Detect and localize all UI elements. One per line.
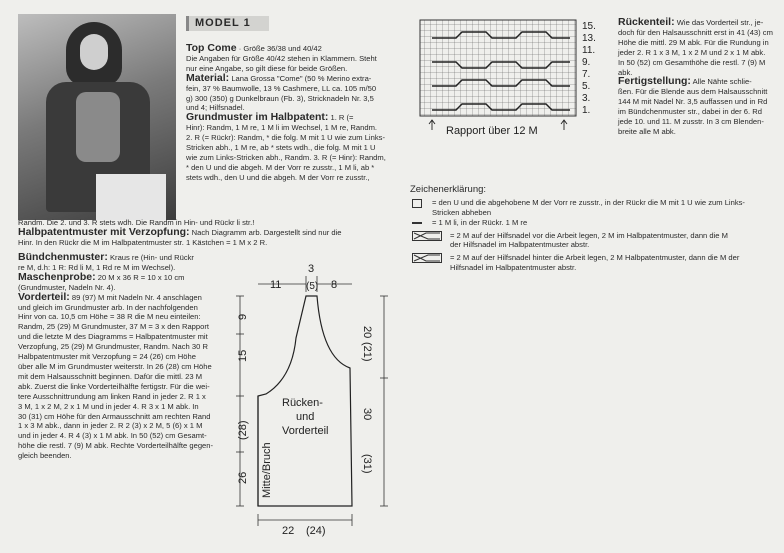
dim-right-31: (31) <box>361 454 373 474</box>
row-13: 13. <box>582 33 596 44</box>
dim-right-30: 30 <box>361 408 373 421</box>
intro-block: Top Come · Größe 36/38 und 40/42 Die Angaben für Größe 40/42 stehen in Klammern. Steht nur eine Angabe, so gilt diese für beide Größen. Material: Lana Grossa "Come" (50 % Merino extra- fein, 37 % Baumwolle, 13 % Cashmere, LL ca. 105 m/50 g) 300 (350) g Dunkelbraun (Fb. 3), Stricknadeln Nr. 3,5 und 4; Hilfsnadel. Grundmuster im Halbpatent: 1. R (= Hinr): Randm, 1 M re, 1 M li im Wechsel, 1 M re, Randm. 2. R (= Rückr): Randm, * die folg. M mit 1 U wie zum Links- Stricken abh., 1 M re, ab * stets wdh., die folg. M mit 1 U wie zum Links-Stricken abh., Randm. 3. R (= Hinr): Randm, * den U und die abgeh. M der Vorr re zusstr., 1 M li, ab * stets wdh., den U und die abgeh. M der Vorr re zusstr., <box>186 42 386 182</box>
dim-left-9: 9 <box>237 313 249 320</box>
piece-label-b: und <box>296 411 315 423</box>
row-15: 15. <box>582 21 596 32</box>
dim-top-left: 11 <box>270 279 282 291</box>
model-photo <box>18 14 176 220</box>
vorderteil-block: Bündchenmuster: Kraus re (Hin- und Rückr re M, d.h: 1 R: Rd li M, 1 Rd re M im Wechsel). Maschenprobe: 20 M x 36 R = 10 x 10 cm (Grundmuster, Nadeln Nr. 4). Vorderteil: 89 (97) M mit Nadeln Nr. 4 anschlagen und gleich im Grundmuster arb. In der nachfolgenden Hinr von ca. 10,5 cm Höhe = 38 R die M neu einteilen: Randm, 25 (29) M Grundmuster, 37 M = 3 x den Rapport und die letzte M des Diagramms = Halbpatentmuster mit Verzopfung, 25 (29) M Grundmuster, Randm. Nach 30 R Halbpatentmuster mit Verzopfung = 24 (26) cm Höhe über alle M im Grundmuster weiterstr. In 26 (28) cm Höhe mit dem Halsausschnitt beginnen. Dafür die mittl. 23 M abk. Zuerst die linke Vorderteilhälfte fertigstr. Für die wei- tere Ausschnittrundung am linken Rand in jeder 2. R 1 x 3 M, 1 x 2 M, 2 x 1 M und in jeder 4. R 3 x 1 M abk. In 30 (31) cm Höhe für den Armausschnitt am rechten Rand 1 x 3 M abk., dann in jeder 2. R 2 (3) x 2 M, 5 (6) x 1 M und in jeder 4. R 4 (3) x 1 M abk. In 50 (52) cm Gesamt- höhe die restl. 7 (9) M abk. Rechte Vorderteilhälfte gegen- gleich beenden. <box>18 251 214 461</box>
dim-left-15: 15 <box>237 349 249 362</box>
dim-bottom-a: 22 <box>282 525 295 537</box>
dash-icon <box>412 222 422 224</box>
model-title: MODEL 1 <box>186 16 269 31</box>
schematic-diagram <box>222 258 412 543</box>
dim-top-mid-b: (5) <box>306 281 319 292</box>
rapport-label: Rapport über 12 M <box>446 125 538 137</box>
dim-left-28: (28) <box>237 420 249 440</box>
fertigstellung-heading: Fertigstellung: <box>618 75 691 88</box>
patterns-block: Randm. Die 2. und 3. R stets wdh. Die Randm in Hin- und Rückr li str.! Halbpatentmuster mit Verzopfung: Nach Diagramm arb. Dargestellt sind nur die Hinr. In den Rückr die M im Halbpatentmuster str. 1 Kästchen = 1 M x 2 R. <box>18 218 342 247</box>
cable-back-icon <box>412 253 442 263</box>
rueckenteil-heading: Rückenteil: <box>618 16 675 28</box>
empty-square-icon <box>412 199 422 208</box>
row-7: 7. <box>582 69 591 80</box>
legend-entry-2: = 1 M li, in der Rückr. 1 M re <box>410 218 780 228</box>
material-heading: Material: <box>186 71 230 84</box>
rueckenteil-block: Rückenteil: Wie das Vorderteil str., je- doch für den Halsausschnitt erst in 41 (43) cm Höhe die mittl. 29 M abk. Für die Rundung in jeder 2. R 1 x 3 M, 1 x 2 M und 2 x 1 M abk. In 50 (52) cm Gesamthöhe die restl. 7 (9) M abk. Fertigstellung: Alle Nähte schlie- ßen. Für die Blende aus dem Halsausschnitt 144 M mit Nadel Nr. 3,5 auffassen und in Rd im Bündchenmuster str., dabei in der 6. Rd jede 10. und 11. M zusstr. In 3 cm Blenden- breite alle M abk. <box>618 16 773 136</box>
dim-right-20: 20 <box>361 326 373 339</box>
buendchen-heading: Bündchenmuster: <box>18 251 108 263</box>
piece-label-a: Rücken- <box>282 397 323 409</box>
dim-left-26: 26 <box>237 471 249 484</box>
knitting-chart <box>418 18 608 148</box>
cable-front-icon <box>412 231 442 241</box>
halbpatent-heading: Halbpatentmuster mit Verzopfung: <box>18 225 190 238</box>
vorderteil-heading: Vorderteil: <box>18 290 70 303</box>
intro-heading: Top Come <box>186 42 237 54</box>
row-11: 11. <box>582 45 596 56</box>
grundmuster-heading: Grundmuster im Halbpatent: <box>186 111 329 124</box>
legend-title: Zeichenerklärung: <box>410 184 487 195</box>
center-label: Mitte/Bruch <box>261 442 273 498</box>
piece-label-c: Vorderteil <box>282 425 329 437</box>
legend-entry-1: = den U und die abgehobene M der Vorr re zusstr., in der Rückr die M mit 1 U wie zum Links- Stricken abheben <box>410 198 780 217</box>
row-3: 3. <box>582 93 591 104</box>
dim-top-mid-a: 3 <box>308 263 315 275</box>
maschenprobe-heading: Maschenprobe: <box>18 270 96 283</box>
dim-top-right: 8 <box>331 279 338 291</box>
row-9: 9. <box>582 57 591 68</box>
legend-entry-4: = 2 M auf der Hilfsnadel hinter die Arbeit legen, 2 M Halbpatentmuster, dann die M der Hilfsnadel im Halbpatentmuster abstr. <box>410 253 780 272</box>
dim-right-21: (21) <box>361 342 373 362</box>
dim-bottom-b: (24) <box>306 525 326 537</box>
row-1: 1. <box>582 105 591 116</box>
legend-entry-3: = 2 M auf der Hilfsnadel vor die Arbeit legen, 2 M im Halbpatentmuster, dann die M der Hilfsnadel im Halbpatentmuster abstr. <box>410 231 780 250</box>
row-5: 5. <box>582 81 591 92</box>
legend <box>410 184 780 272</box>
